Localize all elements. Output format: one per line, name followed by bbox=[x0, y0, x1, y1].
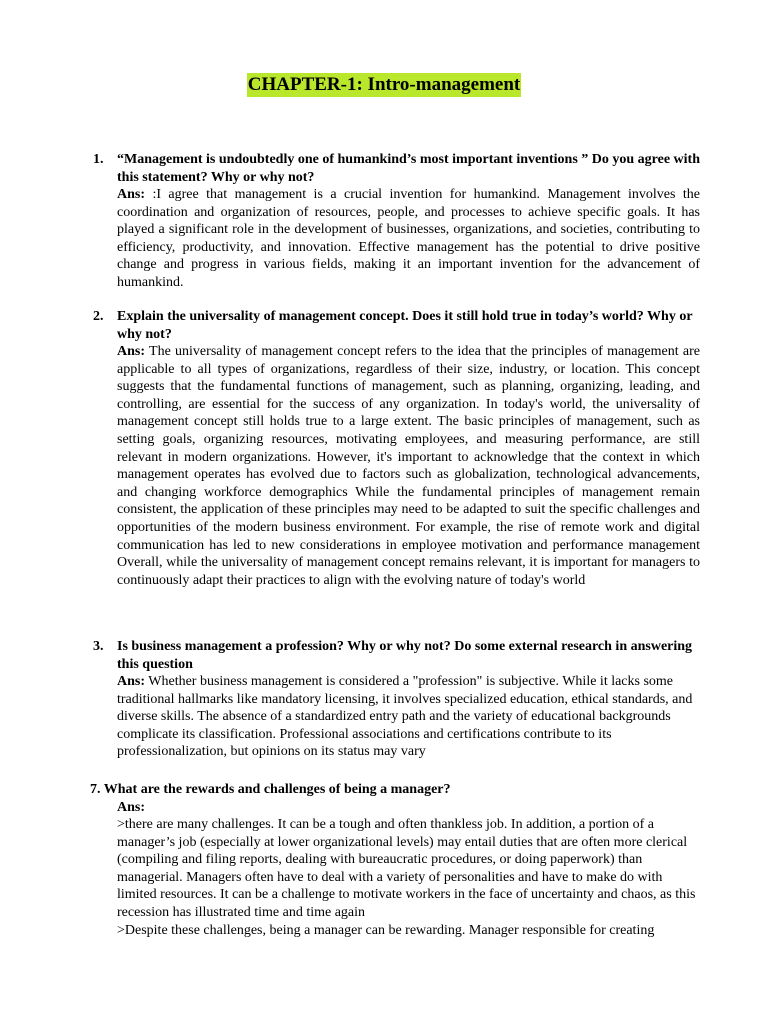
question-1 bbox=[0, 151, 700, 186]
answer-label: Ans: bbox=[117, 187, 146, 202]
answer-label: Ans: bbox=[117, 799, 146, 815]
qa-item-1 bbox=[0, 151, 700, 292]
answer-3 bbox=[0, 673, 700, 761]
qa-item-3 bbox=[0, 638, 700, 761]
question-text: “Management is undoubtedly one of humankind’s most important inventions ” Do you agree with this statement? Why or why not? bbox=[117, 152, 701, 185]
answer-text: :I agree that management is a crucial invention for humankind. Management involves the coordination and organization of resources, people, and processes to achieve specific goals. It has played a significant role in the development of businesses, organizations, and societies, contributing to efficiency, productivity, and innovation. Effective management has the potential to drive positive change and progress in various fields, making it an important invention for the advancement of humankind. bbox=[117, 187, 700, 290]
question-7 bbox=[0, 781, 700, 799]
question-number: 2. bbox=[93, 309, 104, 324]
answer-2 bbox=[0, 343, 700, 589]
answer-text: The universality of management concept refers to the idea that the principles of management are applicable to all types of organizations, regardless of their size, industry, or location. This concept suggests that the fundamental functions of management, such as planning, organizing, leading, and controlling, are essential for the success of any organization. In today's world, the universality of management concept still holds true to a large extent. The basic principles of management, such as setting goals, organizing resources, motivating employees, and measuring performance, are still relevant in modern organizations. However, it's important to acknowledge that the context in which management operates has evolved due to factors such as globalization, technological advancements, and changing workforce demographics While the fundamental principles of management remain consistent, the application of these principles may need to be adapted to suit the specific challenges and opportunities of the modern business environment. For example, the rise of remote work and digital communication has led to new considerations in employee motivation and performance management Overall, while the universality of management concept remains relevant, it is important for managers to continuously adapt their practices to align with the evolving nature of today's world bbox=[117, 344, 700, 588]
question-3 bbox=[0, 638, 700, 673]
answer-label: Ans: bbox=[117, 674, 146, 689]
answer-paragraph: >Despite these challenges, being a manager can be rewarding. Manager responsible for creating bbox=[117, 922, 655, 938]
answer-label: Ans: bbox=[117, 344, 146, 359]
question-text: Is business management a profession? Why or why not? Do some external research in answering this question bbox=[117, 639, 693, 672]
answer-paragraph: >there are many challenges. It can be a tough and often thankless job. In addition, a portion of a manager’s job (especially at lower organizational levels) may entail duties that are often more clerical (compiling and filing reports, dealing with bureaucratic procedures, or doing paperwork) than managerial. Managers often have to deal with a variety of personalities and have to make do with limited resources. It can be a challenge to motivate workers in the face of uncertainty and chaos, as this recession has illustrated time and time again bbox=[117, 817, 696, 921]
title-container bbox=[0, 73, 768, 97]
question-text: 7. What are the rewards and challenges of being a manager? bbox=[90, 782, 451, 797]
chapter-title: CHAPTER-1: Intro-management bbox=[247, 74, 521, 95]
question-2 bbox=[0, 308, 700, 343]
question-text: Explain the universality of management concept. Does it still hold true in today’s world? Why or why not? bbox=[117, 309, 693, 342]
answer-1 bbox=[0, 186, 700, 292]
question-number: 3. bbox=[93, 639, 104, 654]
qa-item-7 bbox=[0, 781, 700, 939]
answer-text: Whether business management is considered a "profession" is subjective. While it lacks some traditional hallmarks like mandatory licensing, it involves specialized education, ethical standards, and diverse skills. The absence of a standardized entry path and the variety of educational backgrounds complicate its classification. Professional associations and certifications contribute to its professionalization, but opinions on its status may vary bbox=[117, 674, 693, 760]
qa-item-2 bbox=[0, 308, 700, 589]
answer-7 bbox=[0, 799, 700, 940]
question-number: 1. bbox=[93, 152, 104, 167]
